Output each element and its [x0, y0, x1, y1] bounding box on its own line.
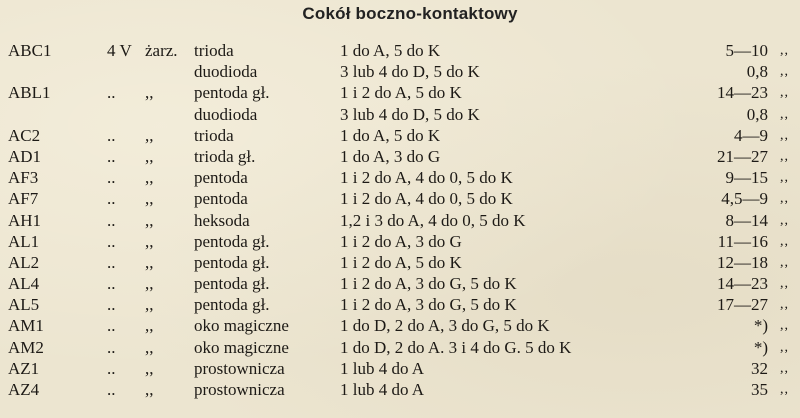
value-range: 4—9 — [734, 125, 768, 145]
page-title: Cokół boczno-kontaktowy — [302, 4, 518, 23]
tube-function: prostownicza — [194, 380, 285, 399]
ditto-mark: ,, — [780, 382, 789, 397]
value-range: 12—18 — [717, 252, 768, 272]
tube-type: AH1 — [8, 210, 42, 230]
pin-connections: 1 lub 4 do A — [340, 380, 425, 399]
heater-voltage: .. — [107, 83, 116, 103]
table-row — [0, 40, 800, 61]
table-row — [0, 61, 800, 82]
tube-type: AD1 — [8, 146, 42, 166]
heater-voltage: .. — [107, 337, 116, 357]
ditto-mark: ,, — [780, 276, 789, 292]
ditto-mark: ,, — [780, 212, 789, 228]
tube-type: AZ4 — [8, 380, 40, 399]
heater-label: ,, — [145, 125, 154, 145]
tube-type: ABC1 — [8, 41, 52, 60]
heater-voltage: .. — [107, 316, 116, 336]
pin-connections: 1 do A, 5 do K — [340, 41, 441, 60]
tube-type: AL2 — [8, 252, 40, 272]
heater-label: ,, — [145, 168, 154, 188]
heater-label — [145, 61, 193, 82]
value-range: *) — [753, 316, 768, 336]
heater-label: ,, — [145, 252, 154, 272]
tube-function: duodioda — [194, 62, 258, 82]
value-range: *) — [753, 337, 768, 357]
value-range: 14—23 — [717, 83, 768, 103]
tube-function: oko magiczne — [194, 316, 289, 336]
table-row — [0, 231, 800, 252]
value-range: 32 — [751, 358, 768, 378]
pin-connections: 1 i 2 do A, 5 do K — [340, 83, 462, 103]
pin-connections: 1 i 2 do A, 4 do 0, 5 do K — [340, 168, 513, 188]
tube-function: trioda gł. — [194, 146, 256, 166]
heater-label: ,, — [145, 295, 154, 315]
pin-connections: 1 i 2 do A, 4 do 0, 5 do K — [340, 189, 513, 209]
pin-connections: 1 i 2 do A, 5 do K — [340, 252, 462, 272]
ditto-mark: ,, — [780, 43, 789, 58]
heater-label: ,, — [145, 337, 154, 357]
heater-voltage: .. — [107, 295, 116, 315]
table-row — [0, 252, 800, 273]
tube-function: heksoda — [194, 210, 250, 230]
pin-connections: 1 i 2 do A, 3 do G — [340, 231, 462, 251]
table-row — [0, 273, 800, 294]
table-row — [0, 188, 800, 209]
value-range: 17—27 — [717, 295, 768, 315]
table-row — [0, 146, 800, 167]
heater-label: ,, — [145, 189, 154, 209]
heater-label: żarz. — [145, 41, 178, 60]
tube-function: pentoda gł. — [194, 252, 270, 272]
heater-label: ,, — [145, 358, 154, 378]
tube-function: pentoda gł. — [194, 83, 270, 103]
tube-type: AF3 — [8, 168, 39, 188]
value-range: 4,5—9 — [721, 189, 768, 209]
tube-type: AF7 — [8, 189, 39, 209]
tube-table — [0, 40, 800, 400]
heater-voltage: .. — [107, 358, 116, 378]
tube-function: pentoda gł. — [194, 274, 270, 294]
table-row — [0, 379, 800, 400]
heater-label: ,, — [145, 316, 154, 336]
heater-voltage: .. — [107, 274, 116, 294]
value-range: 11—16 — [717, 231, 768, 251]
table-row — [0, 104, 800, 125]
pin-connections: 1,2 i 3 do A, 4 do 0, 5 do K — [340, 210, 526, 230]
tube-function: prostownicza — [194, 358, 285, 378]
table-row — [0, 294, 800, 315]
ditto-mark: ,, — [780, 297, 789, 313]
ditto-mark: ,, — [780, 148, 789, 164]
heater-voltage — [107, 61, 142, 82]
tube-function: trioda — [194, 41, 234, 60]
table-row — [0, 337, 800, 358]
tube-type: AM1 — [8, 316, 44, 336]
pin-connections: 1 i 2 do A, 3 do G, 5 do K — [340, 295, 517, 315]
pin-connections: 1 do A, 5 do K — [340, 125, 441, 145]
tube-function: trioda — [194, 125, 234, 145]
value-range: 35 — [751, 380, 768, 399]
ditto-mark: ,, — [780, 254, 789, 270]
tube-function: duodioda — [194, 104, 258, 124]
tube-type — [8, 104, 104, 125]
table-row — [0, 315, 800, 336]
ditto-mark: ,, — [780, 127, 789, 143]
tube-function: oko magiczne — [194, 337, 289, 357]
heater-label: ,, — [145, 380, 154, 399]
tube-function: pentoda — [194, 189, 248, 209]
heater-voltage — [107, 104, 142, 125]
tube-type: AM2 — [8, 337, 44, 357]
heater-voltage: .. — [107, 380, 116, 399]
heater-voltage: .. — [107, 231, 116, 251]
pin-connections: 1 do A, 3 do G — [340, 146, 441, 166]
heater-voltage: .. — [107, 189, 116, 209]
heater-label: ,, — [145, 274, 154, 294]
tube-type: AL1 — [8, 231, 40, 251]
tube-type: AL4 — [8, 274, 40, 294]
table-row — [0, 167, 800, 188]
ditto-mark: ,, — [780, 191, 789, 207]
pin-connections: 3 lub 4 do D, 5 do K — [340, 104, 480, 124]
table-row — [0, 82, 800, 103]
value-range: 0,8 — [746, 104, 768, 124]
tube-function: pentoda — [194, 168, 248, 188]
heater-voltage: .. — [107, 210, 116, 230]
ditto-mark: ,, — [780, 106, 789, 122]
tube-function: pentoda gł. — [194, 231, 270, 251]
pin-connections: 1 i 2 do A, 3 do G, 5 do K — [340, 274, 517, 294]
value-range: 14—23 — [717, 274, 768, 294]
value-range: 0,8 — [746, 62, 768, 82]
heater-voltage: .. — [107, 168, 116, 188]
heater-voltage: .. — [107, 146, 116, 166]
tube-type: ABL1 — [8, 83, 51, 103]
ditto-mark: ,, — [780, 85, 789, 101]
table-row — [0, 210, 800, 231]
tube-type — [8, 61, 104, 82]
table-row — [0, 125, 800, 146]
value-range: 8—14 — [725, 210, 768, 230]
heater-voltage: .. — [107, 125, 116, 145]
heater-label: ,, — [145, 210, 154, 230]
value-range: 5—10 — [725, 41, 768, 60]
heater-voltage: .. — [107, 252, 116, 272]
pin-connections: 1 do D, 2 do A, 3 do G, 5 do K — [340, 316, 550, 336]
pin-connections: 1 do D, 2 do A. 3 i 4 do G. 5 do K — [340, 337, 572, 357]
heater-voltage: 4 V — [107, 41, 132, 60]
heater-label: ,, — [145, 231, 154, 251]
tube-type: AC2 — [8, 125, 41, 145]
ditto-mark: ,, — [780, 64, 789, 80]
heater-label — [145, 104, 193, 125]
value-range: 9—15 — [725, 168, 768, 188]
table-row — [0, 358, 800, 379]
heater-label: ,, — [145, 146, 154, 166]
tube-type: AL5 — [8, 295, 40, 315]
value-range: 21—27 — [717, 146, 768, 166]
ditto-mark: ,, — [780, 360, 789, 376]
heater-label: ,, — [145, 83, 154, 103]
ditto-mark: ,, — [780, 339, 789, 355]
tube-type: AZ1 — [8, 358, 40, 378]
pin-connections: 3 lub 4 do D, 5 do K — [340, 62, 480, 82]
ditto-mark: ,, — [780, 318, 789, 334]
tube-function: pentoda gł. — [194, 295, 270, 315]
pin-connections: 1 lub 4 do A — [340, 358, 425, 378]
ditto-mark: ,, — [780, 233, 789, 249]
ditto-mark: ,, — [780, 170, 789, 186]
